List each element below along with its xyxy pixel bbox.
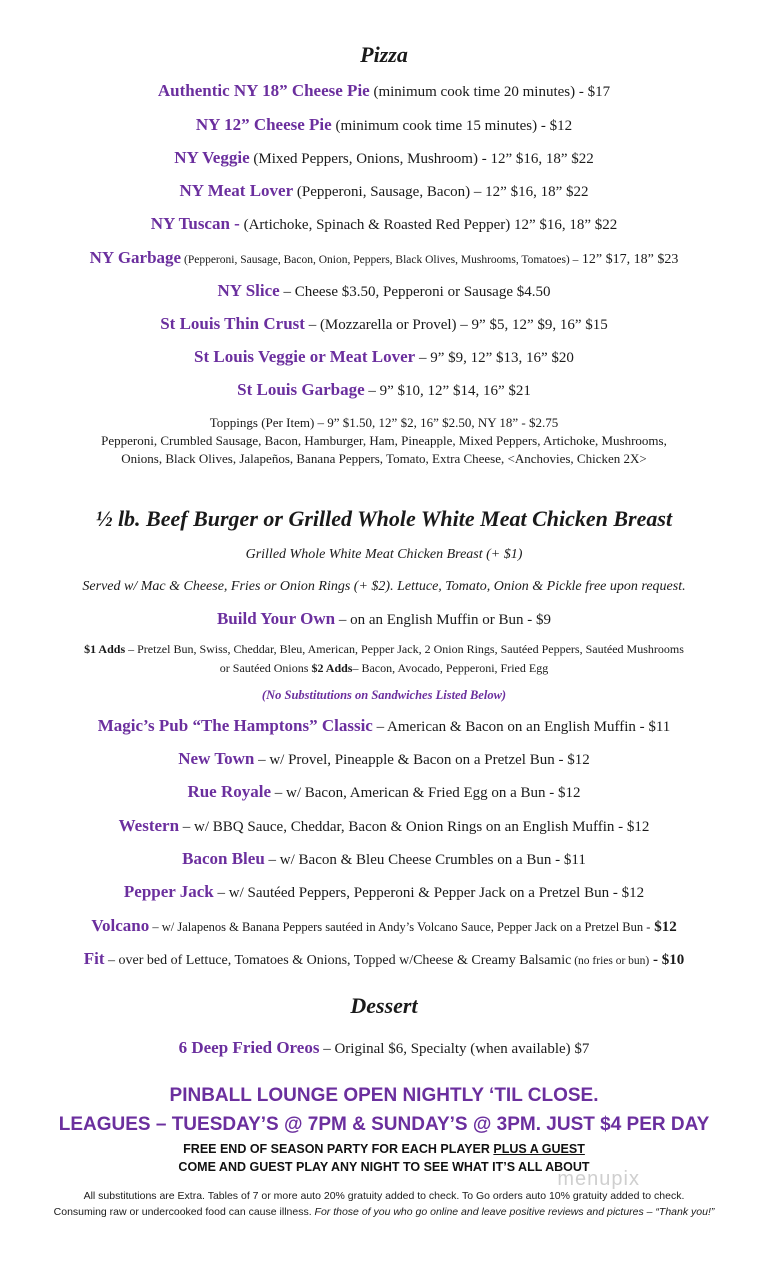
item-name: 6 Deep Fried Oreos	[178, 1038, 320, 1057]
watermark-logo: menupix	[557, 1168, 640, 1190]
item-desc: – 9” $9, 12” $13, 16” $20	[415, 350, 574, 366]
item-name: St Louis Garbage	[237, 380, 365, 399]
burger-item-fit	[0, 949, 768, 971]
toppings-list: Onions, Black Olives, Jalapeños, Banana Peppers, Tomato, Extra Cheese, <Anchovies, Chicken 2X>	[121, 451, 647, 466]
item-desc: – w/ Bacon, American & Fried Egg on a Bun - $12	[271, 785, 581, 801]
item-desc: – w/ Provel, Pineapple & Bacon on a Pretzel Bun - $12	[254, 752, 590, 768]
adds-text: – Pretzel Bun, Swiss, Cheddar, Bleu, American, Pepper Jack, 2 Onion Rings, Sautéed Peppers, Sautéed Mushrooms	[125, 642, 684, 656]
item-name: St Louis Thin Crust	[160, 314, 305, 333]
burger-item-volcano	[0, 916, 768, 937]
promo-leagues: LEAGUES – TUESDAY’S @ 7PM & SUNDAY’S @ 3PM. JUST $4 PER DAY	[58, 1114, 710, 1135]
toppings-list: Pepperoni, Crumbled Sausage, Bacon, Hamburger, Ham, Pineapple, Mixed Peppers, Artichoke, Mushrooms,	[101, 433, 667, 448]
pizza-item	[0, 248, 768, 270]
item-desc: (minimum cook time 20 minutes) - $17	[369, 84, 611, 100]
item-desc: (minimum cook time 15 minutes) - $12	[331, 118, 573, 134]
item-desc: – Cheese $3.50, Pepperoni or Sausage $4.50	[279, 284, 551, 300]
item-name: Rue Royale	[187, 782, 272, 801]
burger-note: Served w/ Mac & Cheese, Fries or Onion Rings (+ $2). Lettuce, Tomato, Onion & Pickle free upon request.	[82, 579, 686, 594]
pizza-item	[0, 115, 768, 136]
item-name: NY Veggie	[174, 148, 250, 167]
item-name: Magic’s Pub “The Hamptons” Classic	[97, 716, 373, 735]
promo-lounge-hours: PINBALL LOUNGE OPEN NIGHTLY ‘TIL CLOSE.	[169, 1085, 599, 1106]
item-desc: – w/ Bacon & Bleu Cheese Crumbles on a Bun - $11	[264, 852, 586, 868]
item-name: Pepper Jack	[123, 882, 214, 901]
item-name: NY Tuscan -	[150, 214, 240, 233]
burger-item	[0, 782, 768, 803]
item-name: Bacon Bleu	[182, 849, 265, 868]
item-name: Volcano	[91, 916, 150, 935]
item-name: Authentic NY 18” Cheese Pie	[157, 81, 370, 100]
item-desc: – w/ BBQ Sauce, Cheddar, Bacon & Onion Rings on an English Muffin - $12	[179, 819, 650, 835]
pizza-item	[0, 347, 768, 368]
item-name: NY Garbage	[89, 248, 182, 267]
toppings-prices: Toppings (Per Item) – 9” $1.50, 12” $2, 16” $2.50, NY 18” - $2.75	[209, 415, 559, 430]
item-name: Fit	[83, 949, 105, 968]
item-desc: 12” $17, 18” $23	[578, 252, 679, 267]
item-name: St Louis Veggie or Meat Lover	[194, 347, 416, 366]
pizza-item	[0, 214, 768, 235]
adds-block	[0, 640, 768, 678]
item-desc: (Artichoke, Spinach & Roasted Red Pepper) 12” $16, 18” $22	[239, 217, 618, 233]
pizza-item	[0, 81, 768, 102]
item-price: $12	[650, 919, 677, 935]
item-desc: – w/ Sautéed Peppers, Pepperoni & Pepper Jack on a Pretzel Bun - $12	[213, 885, 645, 901]
pizza-item	[0, 181, 768, 202]
burger-item	[0, 716, 768, 737]
item-desc: – on an English Muffin or Bun - $9	[335, 612, 552, 628]
item-name: NY 12” Cheese Pie	[195, 115, 332, 134]
item-desc: (Mixed Peppers, Onions, Mushroom) - 12” $16, 18” $22	[249, 151, 594, 167]
burger-item	[0, 816, 768, 837]
item-name: New Town	[178, 749, 255, 768]
pizza-item	[0, 148, 768, 169]
adds-text: or Sautéed Onions	[219, 661, 312, 675]
burger-item	[0, 749, 768, 770]
toppings-block	[0, 414, 768, 468]
promo-plus-guest: PLUS A GUEST	[493, 1142, 585, 1156]
adds-text: – Bacon, Avocado, Pepperoni, Fried Egg	[352, 661, 549, 675]
pizza-heading: Pizza	[360, 42, 408, 67]
adds-label: $1 Adds	[84, 642, 126, 656]
item-name: Build Your Own	[216, 609, 336, 628]
item-desc-small: (Pepperoni, Sausage, Bacon, Onion, Peppers, Black Olives, Mushrooms, Tomatoes) –	[181, 254, 579, 266]
dessert-heading: Dessert	[350, 993, 418, 1018]
no-substitutions-note: (No Substitutions on Sandwiches Listed Below)	[261, 688, 507, 702]
footer-thanks: For those of you who go online and leave positive reviews and pictures – “Thank you!”	[314, 1206, 715, 1218]
item-desc: – American & Bacon on an English Muffin - $11	[372, 719, 671, 735]
item-desc: (Pepperoni, Sausage, Bacon) – 12” $16, 18” $22	[293, 184, 589, 200]
pizza-item	[0, 281, 768, 302]
burger-heading: ½ lb. Beef Burger or Grilled Whole White Meat Chicken Breast	[95, 506, 673, 531]
footer-warning: Consuming raw or undercooked food can cause illness. For those of you who go online and leave positive reviews and pictures – “Thank you!”	[53, 1206, 715, 1218]
footer-policy: All substitutions are Extra. Tables of 7 or more auto 20% gratuity added to check. To Go orders auto 10% gratuity added to check.	[83, 1190, 685, 1202]
item-price: - $10	[649, 952, 685, 968]
build-your-own	[0, 609, 768, 630]
promo-guest-play: COME AND GUEST PLAY ANY NIGHT TO SEE WHAT IT’S ALL ABOUT	[178, 1160, 590, 1174]
dessert-item	[0, 1038, 768, 1059]
item-name: Western	[118, 816, 180, 835]
item-desc: – (Mozzarella or Provel) – 9” $5, 12” $9, 16” $15	[304, 317, 608, 333]
item-desc: – w/ Jalapenos & Banana Peppers sautéed in Andy’s Volcano Sauce, Pepper Jack on a Pretzel Bun -	[149, 920, 651, 934]
pizza-item	[0, 380, 768, 401]
pizza-item	[0, 314, 768, 335]
promo-party: FREE END OF SEASON PARTY FOR EACH PLAYER PLUS A GUEST	[183, 1142, 585, 1156]
burger-item	[0, 882, 768, 903]
item-desc: – 9” $10, 12” $14, 16” $21	[364, 383, 531, 399]
item-desc: – Original $6, Specialty (when available) $7	[319, 1041, 590, 1057]
item-note: (no fries or bun)	[571, 955, 650, 967]
item-name: NY Slice	[217, 281, 280, 300]
burger-item	[0, 849, 768, 870]
item-name: NY Meat Lover	[179, 181, 294, 200]
item-desc: – over bed of Lettuce, Tomatoes & Onions, Topped w/Cheese & Creamy Balsamic	[104, 953, 572, 968]
adds-label: $2 Adds	[311, 661, 353, 675]
burger-note: Grilled Whole White Meat Chicken Breast (+ $1)	[245, 547, 523, 562]
